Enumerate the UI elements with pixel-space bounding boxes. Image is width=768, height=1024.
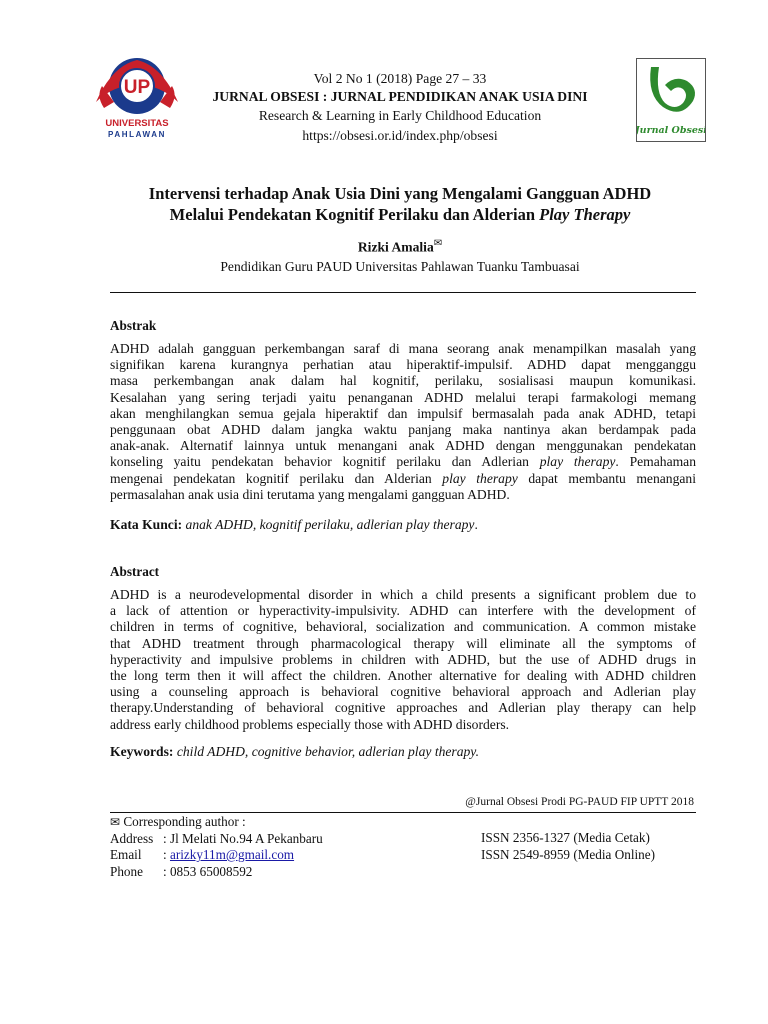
kata-kunci-label: Kata Kunci:	[110, 517, 183, 532]
journal-logo	[636, 58, 706, 142]
abstrak-line: masa perkembangan anak dalam hal kognitif, perilaku, sosialisasi maupun komunikasi.	[110, 373, 696, 389]
phone-value: : 0853 65008592	[163, 863, 253, 879]
abstrak-line: penggunaan obat ADHD dalam jangka waktu panjang maka nantinya akan berdampak pada	[110, 422, 696, 438]
university-logo	[92, 56, 182, 148]
header-divider	[110, 292, 696, 293]
svg-text:UP: UP	[123, 77, 151, 98]
issn-print: ISSN 2356-1327 (Media Cetak)	[481, 830, 650, 845]
abstract-line: using a counseling approach is behavioral cognitive behavioral approach and Adlerian play	[110, 684, 696, 700]
abstract-line: that ADHD treatment through pharmacological therapy will eliminate all the symptoms of	[110, 635, 696, 651]
author-line	[100, 238, 700, 256]
abstrak-heading: Abstrak	[110, 318, 157, 333]
abstract-line: children in terms of cognitive, behavioral, socialization and communication. A common mistake	[110, 619, 696, 635]
abstrak-italic: play therapy	[539, 454, 616, 470]
email-colon: :	[163, 847, 170, 862]
author-name: Rizki Amalia	[357, 239, 434, 255]
svg-text:PAHLAWAN: PAHLAWAN	[108, 130, 166, 139]
abstract-line: the long term then it will affect the children. Another alternative for dealing with ADHD children	[110, 668, 696, 684]
volume-info: Vol 2 No 1 (2018) Page 27 – 33	[313, 71, 487, 86]
abstrak-line: permasalahan anak usia dini terutama yang mengalami gangguan ADHD.	[110, 486, 510, 502]
abstract-line: address early childhood problems especially those with ADHD disorders.	[110, 716, 510, 732]
abstract-line: hyperactivity and impulsive problems in children with ADHD, but the use of ADHD drugs in	[110, 651, 696, 667]
kata-kunci	[110, 517, 478, 533]
abstract-line: therapy.Understanding of behavioral cognitive approaches and Adlerian play therapy can help	[110, 700, 696, 716]
university-emblem-icon	[92, 56, 182, 148]
abstrak-text: konseling yaitu pendekatan behavior kognitif perilaku dan Adlerian	[110, 454, 540, 470]
title-line-2	[100, 204, 700, 225]
abstrak-line	[110, 454, 696, 470]
abstract-line: ADHD is a neurodevelopmental disorder in which a child presents a significant problem due to	[110, 587, 696, 602]
journal-subtitle: Research & Learning in Early Childhood Education	[258, 108, 542, 123]
abstrak-text: . Pemahaman	[615, 454, 697, 470]
abstrak-italic: play therapy	[442, 470, 518, 486]
envelope-icon: ✉	[110, 815, 121, 829]
title-line-2-italic: Play Therapy	[539, 205, 631, 224]
abstract-body	[110, 587, 696, 733]
corresponding-label: Corresponding author :	[123, 814, 246, 829]
email-link[interactable]: arizky11m@gmail.com	[169, 847, 295, 862]
abstrak-body	[110, 341, 696, 503]
issn-online: ISSN 2549-8959 (Media Online)	[481, 846, 655, 862]
corresponding-block	[110, 814, 460, 880]
kata-kunci-end: .	[474, 517, 478, 532]
copyright: @Jurnal Obsesi Prodi PG-PAUD FIP UPTT 2018	[465, 796, 694, 808]
abstrak-text: mengenai pendekatan kognitif perilaku dan Alderian	[110, 470, 443, 486]
keywords	[110, 744, 479, 760]
abstrak-text: dapat membantu menangani	[517, 470, 696, 486]
abstrak-line	[110, 471, 696, 487]
email-row	[110, 847, 460, 864]
paper-title	[100, 183, 700, 225]
kata-kunci-value: anak ADHD, kognitif perilaku, adlerian play therapy	[182, 517, 475, 532]
abstract-line: a lack of attention or hyperactivity-impulsivity. ADHD can interfere with the development of	[110, 603, 696, 619]
svg-text:UNIVERSITAS: UNIVERSITAS	[105, 118, 169, 129]
issn-block	[481, 830, 696, 863]
abstrak-line: akan menghilangkan semua gejala hiperaktif dan impulsif bermasalah pada anak ADHD, tetapi	[110, 405, 696, 421]
author-affiliation: Pendidikan Guru PAUD Universitas Pahlawan Tuanku Tambuasai	[220, 259, 580, 274]
abstrak-line: signifikan karena kurangnya perhatian atau hiperaktif-impulsif. ADHD dapat mengganggu	[110, 357, 696, 373]
email-label: Email	[110, 847, 142, 862]
footer-divider	[110, 812, 696, 813]
svg-text:Jurnal Obsesi: Jurnal Obsesi	[637, 125, 705, 136]
journal-name: JURNAL OBSESI : JURNAL PENDIDIKAN ANAK USIA DINI	[212, 89, 588, 104]
keywords-label: Keywords:	[110, 744, 174, 759]
phone-label: Phone	[110, 863, 143, 879]
mail-icon: ✉	[433, 238, 443, 249]
keywords-value: child ADHD, cognitive behavior, adlerian play therapy.	[173, 744, 479, 759]
abstract-heading: Abstract	[110, 564, 160, 579]
address-label: Address	[110, 830, 154, 846]
title-line-1: Intervensi terhadap Anak Usia Dini yang Mengalami Gangguan ADHD	[148, 184, 652, 203]
journal-emblem-icon	[637, 59, 705, 141]
abstrak-line: ADHD adalah gangguan perkembangan saraf di mana seorang anak menampilkan masalah yang	[110, 341, 696, 356]
address-value: : Jl Melati No.94 A Pekanbaru	[163, 830, 323, 846]
abstrak-line: anak-anak. Alternatif lainnya untuk menangani anak ADHD dengan menggunakan pendekatan	[110, 438, 696, 454]
corresponding-heading	[110, 814, 460, 831]
journal-url[interactable]: https://obsesi.or.id/index.php/obsesi	[302, 128, 498, 143]
title-line-2-text: Melalui Pendekatan Kognitif Perilaku dan Alderian	[169, 205, 540, 224]
abstrak-line: Kesalahan yang sering terjadi yaitu penanganan ADHD melalui terapi farmakologi memang	[110, 389, 696, 405]
phone-row	[110, 864, 460, 881]
address-row	[110, 831, 460, 848]
